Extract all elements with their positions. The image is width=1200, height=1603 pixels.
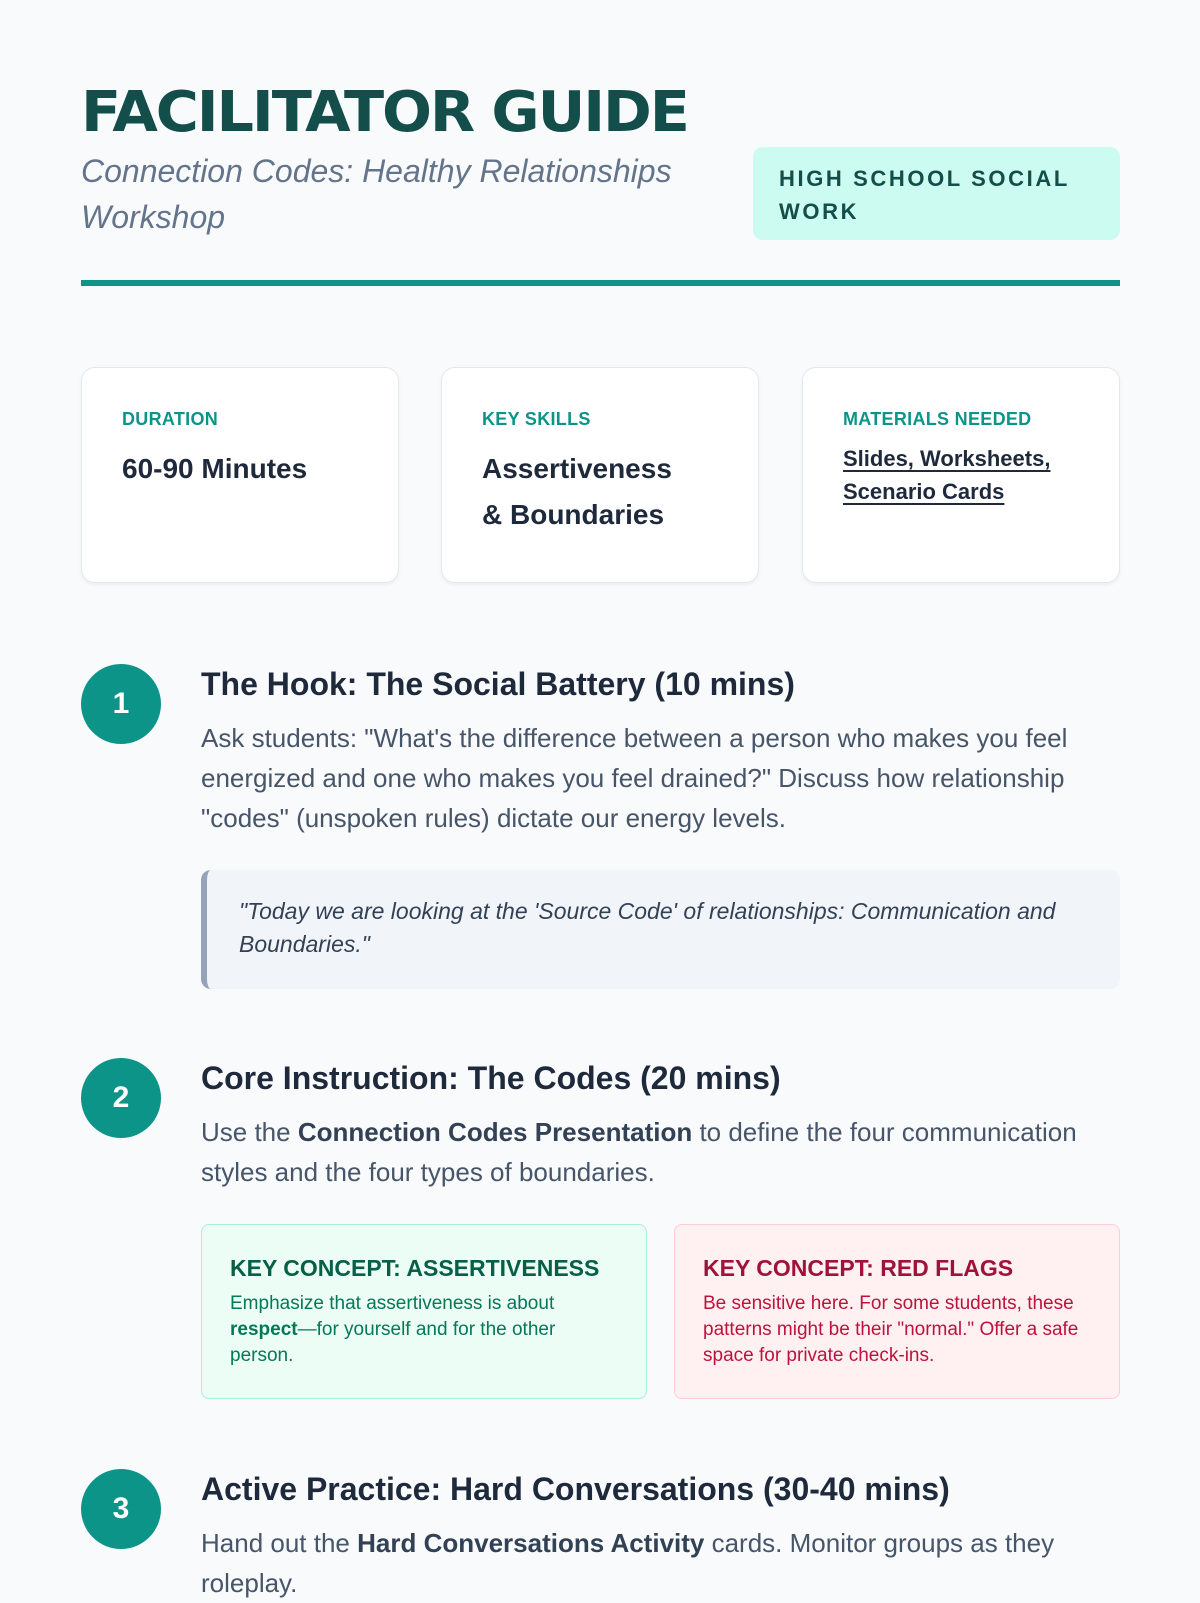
section-text: Ask students: "What's the difference between a person who makes you feel energized and one who makes you feel drained?" Discuss how relationship "codes" (unspoken rules) dictate our energy levels. bbox=[201, 723, 1068, 833]
section-text-after: cards. Monitor groups as they roleplay. bbox=[201, 1528, 1055, 1598]
audience-badge: HIGH SCHOOL SOCIAL WORK bbox=[753, 147, 1120, 240]
section-text-before: Use the bbox=[201, 1117, 298, 1147]
page-title: FACILITATOR GUIDE bbox=[81, 80, 688, 145]
section-text bbox=[201, 1112, 1120, 1192]
duration-label: DURATION bbox=[122, 409, 219, 429]
duration-card bbox=[81, 367, 399, 583]
section-title: Core Instruction: The Codes (20 mins) bbox=[201, 1060, 781, 1096]
section-text-before: Hand out the bbox=[201, 1528, 358, 1558]
concept-assertiveness bbox=[201, 1224, 647, 1399]
section-text-bold: Hard Conversations Activity bbox=[357, 1528, 705, 1558]
section-text-bold: Connection Codes Presentation bbox=[297, 1117, 693, 1147]
section-content bbox=[201, 1469, 1120, 1603]
section-text-after: to define the four communication styles and the four types of boundaries. bbox=[201, 1117, 1077, 1187]
step-number-badge: 3 bbox=[81, 1469, 161, 1549]
section-text bbox=[201, 1523, 1120, 1603]
facilitator-guide-page bbox=[81, 0, 1120, 1598]
info-cards bbox=[81, 367, 1120, 584]
concept-text-bold: respect bbox=[230, 1319, 298, 1340]
materials-link[interactable]: Slides, Worksheets, Scenario Cards bbox=[843, 446, 1051, 504]
section-title: The Hook: The Social Battery (10 mins) bbox=[201, 666, 795, 702]
guide-header bbox=[81, 0, 1120, 288]
key-skills-card bbox=[441, 367, 759, 583]
materials-label: MATERIALS NEEDED bbox=[843, 409, 1032, 429]
page-subtitle: Connection Codes: Healthy Relationships Workshop bbox=[81, 153, 672, 235]
concept-title: KEY CONCEPT: RED FLAGS bbox=[703, 1255, 1014, 1281]
concept-text-after: —for yourself and for the other person. bbox=[230, 1319, 556, 1366]
concept-text bbox=[230, 1291, 618, 1369]
step-number-badge: 2 bbox=[81, 1058, 161, 1138]
concept-text-before: Emphasize that assertiveness is about bbox=[230, 1293, 555, 1314]
section-content bbox=[201, 1058, 1120, 1400]
header-divider bbox=[81, 280, 1120, 286]
step-number-badge: 1 bbox=[81, 664, 161, 744]
concept-text: Be sensitive here. For some students, these patterns might be their "normal." Offer a safe space for private check-ins. bbox=[703, 1293, 1079, 1366]
materials-card bbox=[802, 367, 1120, 583]
concept-title: KEY CONCEPT: ASSERTIVENESS bbox=[230, 1255, 600, 1281]
key-skills-label: KEY SKILLS bbox=[482, 409, 591, 429]
concept-red-flags bbox=[674, 1224, 1120, 1399]
section-title: Active Practice: Hard Conversations (30-40 mins) bbox=[201, 1471, 950, 1507]
duration-value: 60-90 Minutes bbox=[122, 453, 308, 484]
section-content bbox=[201, 664, 1120, 989]
key-skills-value-line-1: Assertiveness bbox=[482, 453, 672, 484]
facilitator-quote: "Today we are looking at the 'Source Code' of relationships: Communication and Boundaries." bbox=[201, 870, 1120, 989]
key-skills-value-line-2: & Boundaries bbox=[482, 499, 665, 530]
key-concepts bbox=[201, 1224, 1120, 1400]
